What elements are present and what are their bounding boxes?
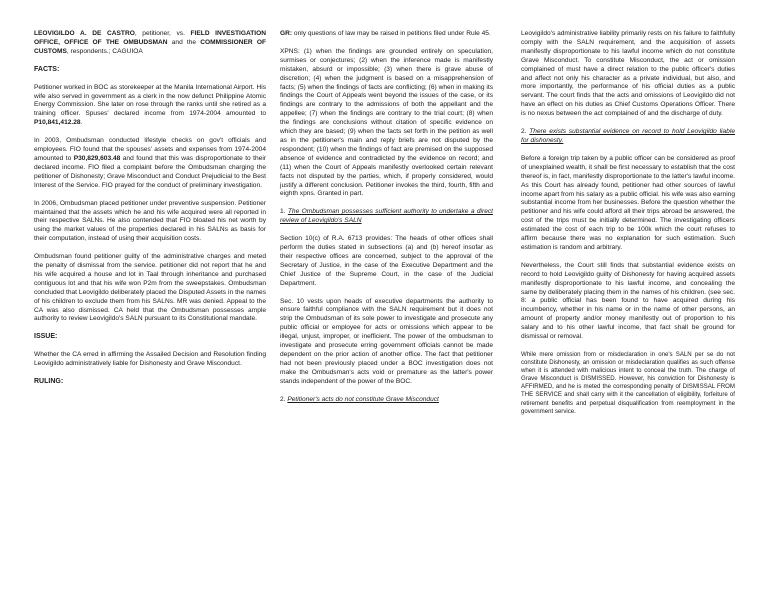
issue-text: Whether the CA erred in affirming the Assailed Decision and Resolution finding Leovigildo administratively liable for Dishonesty and Grave Misconduct.	[34, 351, 266, 368]
facts-p1-end: .	[80, 119, 83, 127]
facts-paragraph-4: Ombudsman found petitioner guilty of the administrative charges and meted the penalty of dismissal from the service. petitioner did not report that he and his wife acquired a house and lot in Taal through inheritance and purchased contiguous lot and that his wife won P2m from the sweepstakes. Ombudsman concluded that Leovigildo deliberately placed the Disputed Assets in the names of his children to exclude them from his SALNs. MR was denied. Appeal to the CA was also dismissed. CA held that the Ombudsman possesses ample authority to review Leovigildo's SALN pursuant to its Constitutional mandate.	[34, 253, 266, 323]
facts-paragraph-2	[34, 137, 266, 190]
issue-heading: ISSUE:	[34, 333, 58, 341]
foreign-trip-paragraph: Before a foreign trip taken by a public officer can be considered as proof of unexplained wealth, it shall be first necessary to establish that the cost thereof is, in fact, manifestly disproportionate to the latter's lawful income. As this Court has already found, petitioner had other sources of lawful income apart from his salary as a public official. his wife was also earning substantial income from her businesses. Before the question whether the petitioner and his wife could afford all their trips abroad be answered, the cost of the trips must be initially determined. The investigating officers estimated the cost of each trip to be 100k which the court refuses to affirm because there was no explanation for such estimation. Such estimation is random and arbitrary.	[521, 154, 735, 251]
caption-commissioner: COMMISSIONER OF CUSTOMS	[34, 38, 266, 55]
heading-grave-misconduct	[280, 396, 493, 405]
caption-respondent: FIELD INVESTIGATION OFFICE, OFFICE OF THE OMBUDSMAN	[34, 30, 266, 46]
sec10-quote: The heads of other offices shall perform the duties stated in subsections (a) and (b) hereof insofar as their respective offices are concerned, subject to the approval of the Secretary of Justice, in the case of the Executive Department	[280, 235, 493, 269]
heading-1-number: 1.	[280, 208, 288, 216]
disposition-paragraph: While mere omission from or misdeclaration in one's SALN per se do not constitute Dishonesty, an omission or misdeclaration qualifies as such offense when it is attended with malicious intent to conceal the truth. The charge of Grave Misconduct is DISMISSED. However, his conviction for Dishonesty is AFFIRMED, and he is meted the corresponding penalty of DISMISSAL FROM THE SERVICE and shall carry with it the cancellation of eligibility, forfeiture of retirement benefits and perpetual disqualification from reemployment in the government service.	[521, 351, 735, 415]
facts-p2-text: In 2003, Ombudsman conducted lifestyle checks on gov't officials and employees. FIO found that the spouses' assets and expenses from 1974-2004 amounted to	[34, 137, 266, 162]
caption-end: , respondents.; CAGUIOA	[66, 47, 143, 55]
sec10-intro: Section 10(c) of R.A. 6713 provides:	[280, 235, 396, 243]
caption-text: , petitioner, vs.	[134, 30, 191, 37]
heading-3-text: There exists substantial evidence on record to hold Leovigildo liable for dishonesty.	[521, 128, 735, 144]
heading-1-text: The Ombudsman possesses sufficient authority to undertake a direct review of Leovigildo's SALN	[280, 208, 493, 225]
ruling-heading: RULING:	[34, 378, 64, 386]
sec10-vests-paragraph: Sec. 10 vests upon heads of executive departments the authority to ensure faithful compliance with the SALN requirement but it does not strip the Ombudsman of its sole power to investigate and prosecute any public official or employee for acts or omissions which appear to be illegal, unjust, improper, or inefficient. The power of the ombudsman to investigate and prosecute erring government officials cannot be made dependent on the prior action of another office. The fact that petitioner had not been previously placed under a BOC investigation does not make the Ombudsman's acts void or premature as the latter's power stands independent of the power of the BOC.	[280, 297, 493, 385]
declared-income-amount: P10,841,412.28	[34, 119, 81, 127]
heading-2-text: Petitioner's acts do not constitute Grave Misconduct	[287, 395, 439, 403]
heading-2-number: 2.	[280, 395, 288, 403]
column-left	[34, 30, 266, 396]
facts-p1-text: Petitioner worked in BOC as storekeeper at the Manila International Airport. His wife also served in government as a clerk in the now defunct Philippine Atomic Energy Commission. She later on rose through the ranks until she retired as a training officer. Spuses' declared income from 1974-2004 amounted to	[34, 83, 266, 118]
heading-3-number: 2.	[521, 128, 530, 136]
substantial-evidence-paragraph: Nevertheless, the Court still finds that substantial evidence exists on record to hold Leovigildo guilty of Dishonesty for having acquired assets manifestly disproportionate to his lawful income, and concealing the same by deliberately placing them in the names of his children. (see sec. 8: a public official has been found to have acquired during his incumbency, whether in his name or in the name of other persons, an amount of property and/or money manifestly out of proportion to his salary and to his other lawful income, that fact shall be ground for dismissal or removal.	[521, 261, 735, 341]
gr-label: GR:	[280, 30, 293, 37]
column-right	[521, 30, 735, 425]
caption-petitioner: LEOVIGILDO A. DE CASTRO	[34, 30, 135, 37]
caption-and: and the	[167, 38, 201, 46]
sec10-end: and the Chief Justice of the Supreme Court, in the case of the Judicial Department.	[280, 261, 493, 287]
facts-heading: FACTS:	[34, 65, 60, 73]
column-middle	[280, 30, 493, 414]
gr-paragraph	[280, 30, 493, 39]
xpns-paragraph: XPNS: (1) when the findings are grounded entirely on speculation, surmises or conjectures; (2) when the inference made is manifestly mistaken, absurd or impossible; (3) when there is grave abuse of discretion; (4) when the judgment is based on a misapprehension of facts; (5) when the findings of facts are conflicting; (6) when in making its findings the Court of Appeals went beyond the issues of the case, or its findings are contrary to the admissions of both the appellant and the appellee; (7) when the findings are contrary to the trial court; (8) when the findings are conclusions without citation of specific evidence on which they are based; (9) when the facts set forth in the petition as well as in the petitioner's main and reply briefs are not disputed by the respondent; (10) when the findings of fact are premised on the supposed absence of evidence and contradicted by the evidence on record; and (11) when the Court of Appeals manifestly overlooked certain relevant facts not disputed by the parties, which, if properly considered, would justify a different conclusion. Petitioner invokes the third, fourth, fifth and eighth xpns. Granted in part.	[280, 47, 493, 198]
heading-dishonesty	[521, 128, 735, 146]
section-10-paragraph	[280, 235, 493, 288]
facts-p2-rest: and found that this was disproportionate to their declared income. FIO filed a complaint before the Ombudsman charging the petitioner of Dishonesty; Grave Misconduct and Conduct Prejudicial to the Best Interest of the Service. FIO prayed for the conduct of preliminary investigation.	[34, 154, 266, 189]
gr-text: only questions of law may be raised in petitions filed under Rule 45.	[292, 30, 491, 37]
facts-paragraph-3: In 2006, Ombudsman placed petitioner under preventive suspension. Petitioner maintained that the assets which he and his wife acquired were all reported in their respective SALNs. He also contended that FIO bloated his net worth by using the market values of the properties declared in his SALNs as basis for their computation, instead of using their acquisition costs.	[34, 199, 266, 243]
case-caption	[34, 30, 266, 57]
facts-paragraph-1	[34, 84, 266, 129]
liability-paragraph: Leovigildo's administrative liability primarily rests on his failure to faithfully comply with the SALN requirement, and the acquisition of assets manifestly disproportionate to his lawful income which do not constitute Grave Misconduct. To constitute Misconduct, the act or omission complained of must have a direct relation to the public officer's duties and affect not only his character as a private individual, but also, and more importantly, the performance of his official duties as a public servant. The court finds that the acts and omissions of Leovigildo did not have an effect on his duties as Chief Customs Operations Officer. There is no nexus between the act complained of and the discharge of duty.	[521, 30, 735, 118]
heading-ombudsman-authority	[280, 208, 493, 226]
assets-amount: P30,829,603.48	[73, 154, 121, 162]
